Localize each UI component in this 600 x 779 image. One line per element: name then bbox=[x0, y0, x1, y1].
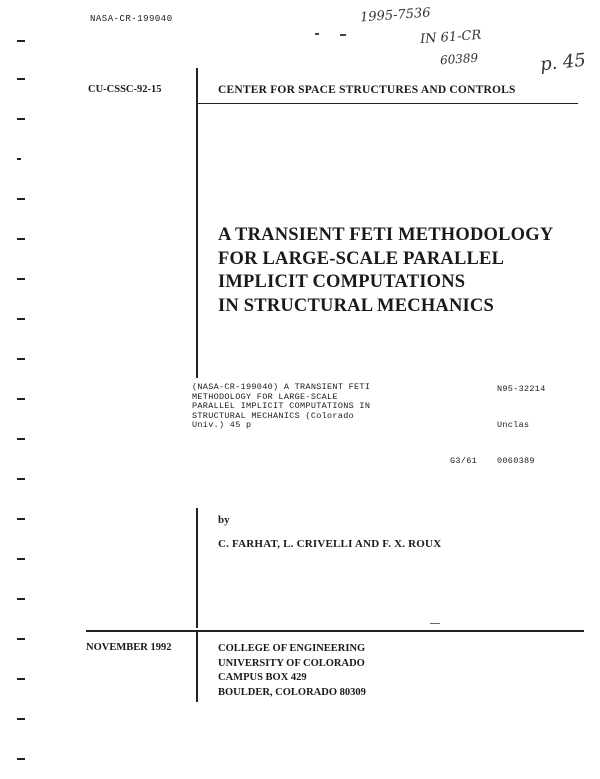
vertical-rule-top bbox=[196, 68, 198, 378]
margin-tick bbox=[17, 278, 25, 280]
margin-tick bbox=[17, 318, 25, 320]
margin-tick bbox=[17, 718, 25, 720]
margin-tick bbox=[17, 358, 25, 360]
margin-tick bbox=[17, 638, 25, 640]
handwritten-page-count: p. 45 bbox=[539, 49, 587, 76]
catalog-line: METHODOLOGY FOR LARGE-SCALE bbox=[192, 391, 338, 402]
catalog-line: (NASA-CR-199040) A TRANSIENT FETI bbox=[192, 382, 371, 392]
catalog-line: Univ.) 45 p bbox=[192, 420, 252, 430]
subject-category: G3/61 bbox=[450, 456, 478, 466]
handwritten-number: 60389 bbox=[439, 50, 479, 68]
catalog-line: STRUCTURAL MECHANICS (Colorado bbox=[192, 410, 355, 421]
title-line: A TRANSIENT FETI METHODOLOGY bbox=[218, 225, 554, 245]
address-line: UNIVERSITY OF COLORADO bbox=[218, 657, 365, 669]
margin-tick bbox=[17, 598, 25, 600]
margin-tick bbox=[17, 478, 25, 480]
speck bbox=[315, 33, 319, 35]
margin-tick bbox=[17, 398, 25, 400]
speck bbox=[430, 623, 440, 624]
address-line: CAMPUS BOX 429 bbox=[218, 672, 307, 683]
accession-number: N95-32214 bbox=[497, 384, 546, 394]
margin-tick bbox=[17, 438, 25, 440]
authors: C. FARHAT, L. CRIVELLI AND F. X. ROUX bbox=[218, 538, 442, 550]
title-line: FOR LARGE-SCALE PARALLEL bbox=[218, 248, 505, 269]
catalog-line: PARALLEL IMPLICIT COMPUTATIONS IN bbox=[192, 401, 371, 411]
handwritten-accession: 1995-7536 bbox=[359, 5, 431, 26]
vertical-rule-bottom bbox=[196, 632, 198, 702]
header-rule bbox=[196, 103, 578, 104]
margin-tick bbox=[17, 198, 25, 200]
classification-status: Unclas bbox=[497, 420, 530, 430]
margin-tick bbox=[17, 40, 25, 42]
catalog-entry bbox=[192, 383, 370, 431]
margin-tick bbox=[17, 78, 25, 80]
document-title bbox=[218, 224, 553, 318]
report-id: NASA-CR-199040 bbox=[90, 14, 173, 24]
vertical-rule-middle bbox=[196, 508, 198, 628]
margin-tick bbox=[17, 758, 25, 760]
title-line: IMPLICIT COMPUTATIONS bbox=[218, 272, 466, 292]
margin-tick bbox=[17, 158, 21, 160]
institution-address bbox=[218, 642, 366, 700]
margin-tick bbox=[17, 238, 25, 240]
footer-rule bbox=[86, 630, 584, 632]
center-name: CENTER FOR SPACE STRUCTURES AND CONTROLS bbox=[218, 84, 516, 96]
publication-date: NOVEMBER 1992 bbox=[86, 642, 172, 653]
handwritten-category: IN 61-CR bbox=[419, 27, 482, 48]
address-line: BOULDER, COLORADO 80309 bbox=[218, 686, 366, 698]
margin-tick bbox=[17, 558, 25, 560]
margin-tick bbox=[17, 118, 25, 120]
document-number: 0060389 bbox=[497, 456, 535, 466]
margin-tick bbox=[17, 678, 25, 680]
title-line: IN STRUCTURAL MECHANICS bbox=[218, 295, 494, 316]
by-label: by bbox=[218, 514, 230, 526]
margin-tick bbox=[17, 518, 25, 520]
speck bbox=[340, 34, 346, 36]
address-line: COLLEGE OF ENGINEERING bbox=[218, 643, 366, 654]
report-code: CU-CSSC-92-15 bbox=[88, 84, 162, 95]
